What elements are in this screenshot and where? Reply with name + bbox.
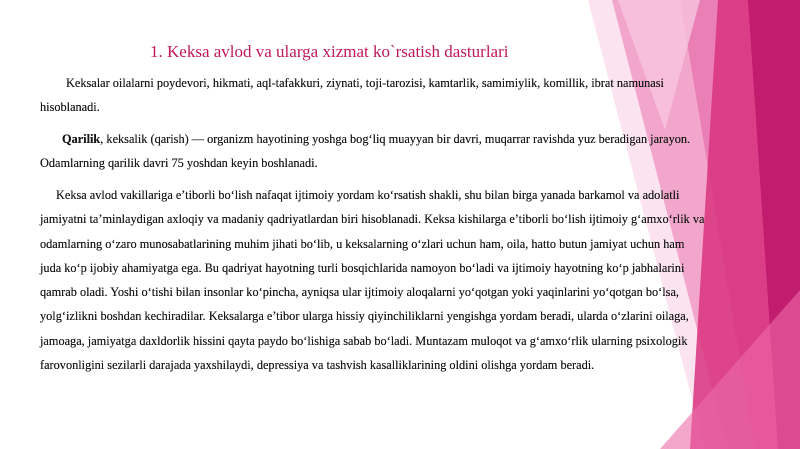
paragraph-2-text: , keksalik (qarish) — organizm hayotining yoshga bog‘liq muayyan bir davri, muqarrar ravishda yuz beradigan jarayon. Odamlarning qarilik davri 75 yoshdan keyin boshlanadi.: [40, 132, 691, 171]
paragraph-2-term: Qarilik: [62, 132, 101, 146]
paragraph-1-text: Keksalar oilalarni poydevori, hikmati, aql-tafakkuri, ziynati, toji-tarozisi, kamtarlik, samimiylik, komillik, ibrat namunasi hisoblanadi.: [40, 76, 664, 115]
paragraph-3: [40, 183, 705, 377]
paragraph-2: [40, 127, 700, 176]
paragraph-3-text: Keksa avlod vakillariga e’tiborli bo‘lish nafaqat ijtimoiy yordam ko‘rsatish shakli, shu bilan birga yanada barkamol va adolatli jamiyatni ta’minlaydigan axloqiy va madaniy qadriyatlardan biri hisoblanadi. Keksa kishilarga e’tiborli bo‘lish ijtimoiy g‘amxo‘rlik va odamlarning o‘zaro munosabatlarining muhim jihati bo‘lib, u keksalarning o‘zlari uchun ham, oila, hatto butun jamiyat uchun ham juda ko‘p ijobiy ahamiyatga ega. Bu qadriyat hayotning turli bosqichlarida namoyon bo‘ladi va ijtimoiy hayotning ko‘p jabhalarini qamrab oladi. Yoshi o‘tishi bilan insonlar ko‘pincha, ayniqsa ular ijtimoiy aloqalarni yo‘qotgan yoki yaqinlarini yo‘qotgan bo‘lsa, yolg‘izlikni boshdan kechiradilar. Keksalarga e’tibor ularga hissiy qiyinchiliklarni yengishga yordam beradi, ularda o‘zlarini oilaga, jamoaga, jamiyatga daxldorlik hissini qayta paydo bo‘lishiga sabab bo‘ladi. Muntazam muloqot va g‘amxo‘rlik ularning psixologik farovonligini sezilarli darajada yaxshilaydi, depressiya va tashvish kasalliklarining oldini olishga yordam beradi.: [40, 188, 705, 373]
paragraph-1: [40, 71, 680, 120]
slide-title: 1. Keksa avlod va ularga xizmat ko`rsatish dasturlari: [150, 42, 509, 61]
